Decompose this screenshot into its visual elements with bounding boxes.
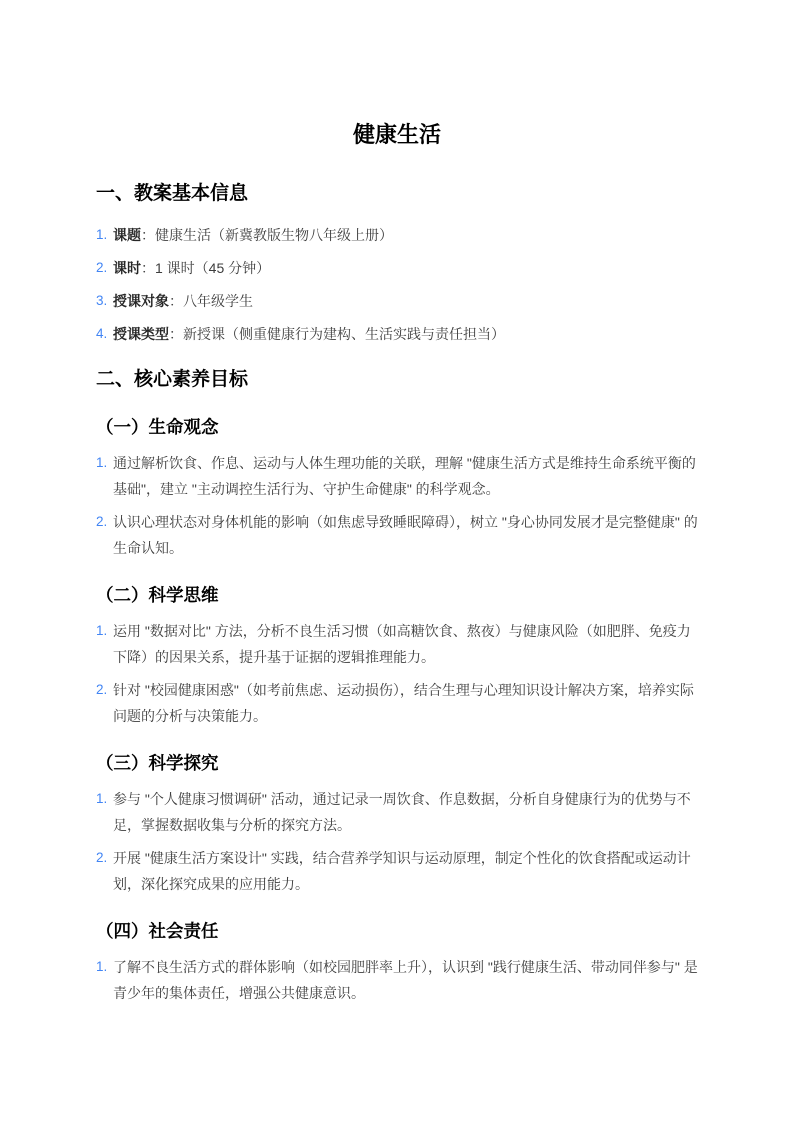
list-item-text: 认识心理状态对身体机能的影响（如焦虑导致睡眠障碍），树立 "身心协同发展才是完整健康" 的生命认知。 xyxy=(113,514,698,556)
list-item-number: 2. xyxy=(96,514,108,529)
list-item-value: ：健康生活（新冀教版生物八年级上册） xyxy=(141,227,393,243)
subsection-heading-scientific-thinking: （二）科学思维 xyxy=(96,585,219,605)
subsection-heading-life-concept: （一）生命观念 xyxy=(96,417,219,437)
list-item-text xyxy=(113,321,698,347)
subsection-heading-scientific-inquiry: （三）科学探究 xyxy=(96,753,219,773)
list-item xyxy=(96,618,698,670)
list-item xyxy=(96,255,698,281)
section-heading-basic-info: 一、教案基本信息 xyxy=(96,183,249,204)
list-item-value: ：新授课（侧重健康行为建构、生活实践与责任担当） xyxy=(169,326,505,342)
list-item-value: ：八年级学生 xyxy=(169,293,253,309)
social-responsibility-list xyxy=(96,954,698,1006)
list-item-number: 4. xyxy=(96,326,108,341)
scientific-thinking-list xyxy=(96,618,698,729)
list-item-number: 2. xyxy=(96,260,108,275)
list-item xyxy=(96,786,698,838)
list-item-number: 1. xyxy=(96,959,108,974)
list-item-text xyxy=(113,222,698,248)
list-item xyxy=(96,677,698,729)
list-item xyxy=(96,222,698,248)
list-item-number: 1. xyxy=(96,791,108,806)
basic-info-list xyxy=(96,222,698,347)
list-item xyxy=(96,321,698,347)
list-item xyxy=(96,288,698,314)
list-item-label: 课题 xyxy=(113,227,141,243)
list-item-text: 参与 "个人健康习惯调研" 活动，通过记录一周饮食、作息数据，分析自身健康行为的优势与不足，掌握数据收集与分析的探究方法。 xyxy=(113,791,691,833)
list-item-number: 2. xyxy=(96,682,108,697)
list-item-value: ：1 课时（45 分钟） xyxy=(141,260,271,276)
list-item-label: 授课对象 xyxy=(113,293,169,309)
list-item-number: 2. xyxy=(96,850,108,865)
list-item-label: 课时 xyxy=(113,260,141,276)
list-item xyxy=(96,509,698,561)
section-heading-core-literacy: 二、核心素养目标 xyxy=(96,369,249,390)
scientific-inquiry-list xyxy=(96,786,698,897)
list-item-label: 授课类型 xyxy=(113,326,169,342)
list-item-number: 1. xyxy=(96,455,108,470)
list-item-text xyxy=(113,255,698,281)
list-item xyxy=(96,845,698,897)
list-item xyxy=(96,450,698,502)
subsection-heading-social-responsibility: （四）社会责任 xyxy=(96,921,219,941)
list-item-text: 开展 "健康生活方案设计" 实践，结合营养学知识与运动原理，制定个性化的饮食搭配或运动计划，深化探究成果的应用能力。 xyxy=(113,850,691,892)
list-item xyxy=(96,954,698,1006)
life-concept-list xyxy=(96,450,698,561)
list-item-text: 通过解析饮食、作息、运动与人体生理功能的关联，理解 "健康生活方式是维持生命系统平衡的基础"，建立 "主动调控生活行为、守护生命健康" 的科学观念。 xyxy=(113,455,696,497)
doc-title: 健康生活 xyxy=(352,122,441,147)
list-item-number: 1. xyxy=(96,623,108,638)
list-item-text: 运用 "数据对比" 方法，分析不良生活习惯（如高糖饮食、熬夜）与健康风险（如肥胖、免疫力下降）的因果关系，提升基于证据的逻辑推理能力。 xyxy=(113,623,691,665)
list-item-number: 3. xyxy=(96,293,108,308)
list-item-number: 1. xyxy=(96,227,108,242)
list-item-text: 了解不良生活方式的群体影响（如校园肥胖率上升），认识到 "践行健康生活、带动同伴参与" 是青少年的集体责任，增强公共健康意识。 xyxy=(113,959,698,1001)
list-item-text xyxy=(113,288,698,314)
list-item-text: 针对 "校园健康困惑"（如考前焦虑、运动损伤），结合生理与心理知识设计解决方案，培养实际问题的分析与决策能力。 xyxy=(113,682,694,724)
